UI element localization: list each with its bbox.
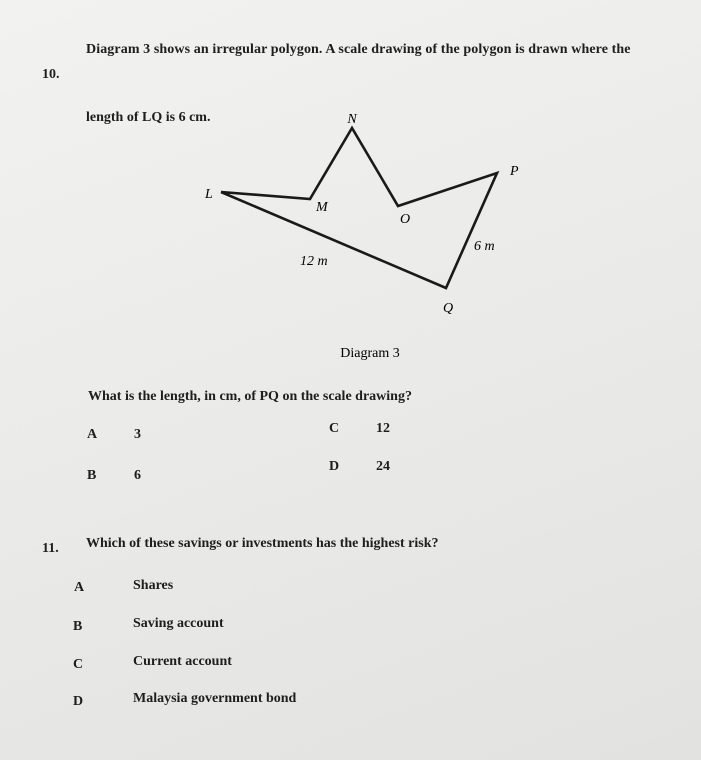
q11-option-d-letter: D [73, 694, 84, 709]
q11-option-a-value: Shares [133, 578, 174, 593]
q10-option-d-value: 24 [376, 459, 390, 474]
vertex-label-n: N [347, 112, 357, 127]
vertex-label-p: P [510, 164, 519, 179]
q10-option-c-value: 12 [376, 421, 390, 436]
question-10-text-line1: Diagram 3 shows an irregular polygon. A scale drawing of the polygon is drawn where the [86, 42, 631, 57]
question-11-number: 11. [42, 541, 59, 556]
q10-option-b-value: 6 [134, 468, 141, 483]
q10-option-a-letter: A [87, 427, 98, 442]
question-10-number: 10. [42, 67, 60, 82]
vertex-label-l: L [205, 187, 213, 202]
diagram-caption: Diagram 3 [340, 346, 400, 361]
vertex-label-o: O [400, 212, 411, 227]
q10-option-d-letter: D [329, 459, 340, 474]
q10-option-b-letter: B [87, 468, 97, 483]
vertex-label-m: M [316, 200, 328, 215]
question-10-prompt: What is the length, in cm, of PQ on the scale drawing? [88, 389, 412, 404]
length-label-pq: 6 m [474, 239, 495, 254]
question-10-text-line2: length of LQ is 6 cm. [86, 110, 211, 125]
q11-option-c-letter: C [73, 657, 84, 672]
q11-option-d-value: Malaysia government bond [133, 691, 297, 706]
vertex-label-q: Q [443, 301, 454, 316]
polygon-outline [221, 128, 497, 288]
q11-option-a-letter: A [74, 580, 85, 595]
q11-option-b-letter: B [73, 619, 83, 634]
q10-option-a-value: 3 [134, 427, 141, 442]
length-label-lq: 12 m [300, 254, 328, 269]
q10-option-c-letter: C [329, 421, 340, 436]
q11-option-b-value: Saving account [133, 616, 224, 631]
q11-option-c-value: Current account [133, 654, 232, 669]
question-11-text: Which of these savings or investments has the highest risk? [86, 536, 439, 551]
